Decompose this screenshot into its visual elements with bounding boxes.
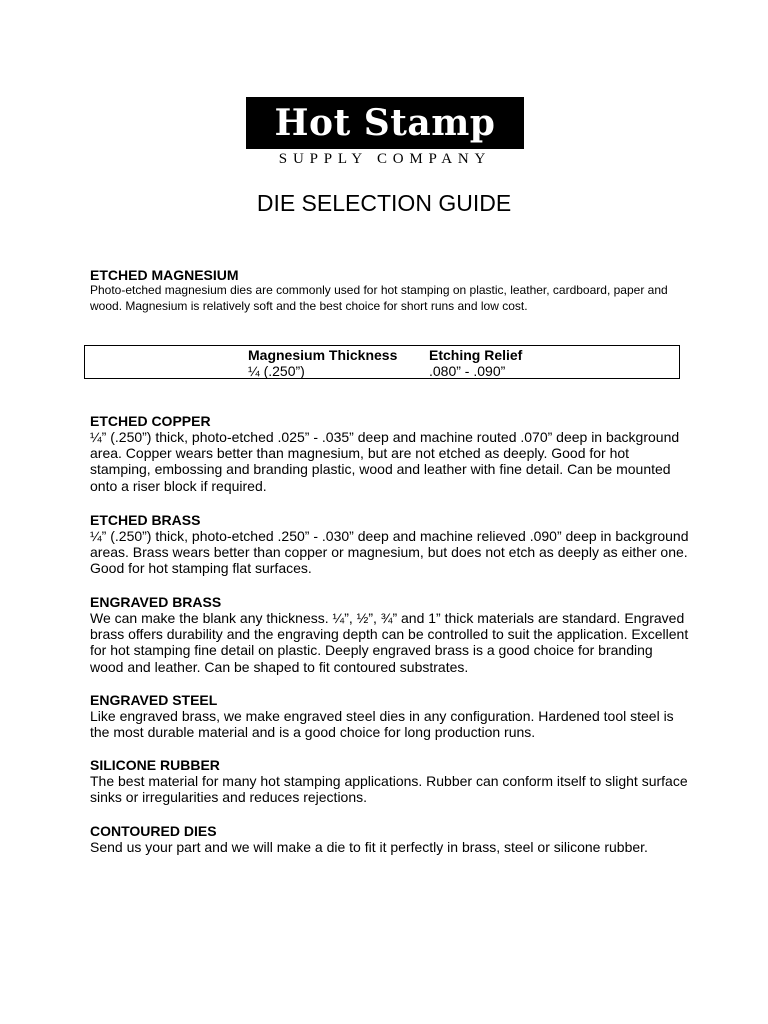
section-body: The best material for many hot stamping applications. Rubber can conform itself to slight surface sinks or irregularities and reduces rejections. [90, 773, 688, 806]
spec-value-thickness: ¼ (.250”) [248, 363, 305, 379]
company-logo [246, 97, 524, 168]
spec-header-relief: Etching Relief [429, 347, 523, 363]
magnesium-spec-table [84, 345, 680, 379]
section-body: ¼” (.250”) thick, photo-etched .025” - .035” deep and machine routed .070” deep in background area. Copper wears better than magnesium, but are not etched as deeply. Good for hot stamping, embossing and branding plastic, wood and leather with fine detail. Can be mounted onto a riser block if required. [90, 429, 680, 494]
section-body: We can make the blank any thickness. ¼”, ½”, ¾” and 1” thick materials are standard. Engraved brass offers durability and the engraving depth can be controlled to suit the application. Excellent for hot stamping fine detail on plastic. Deeply engraved brass is a good choice for branding wood and leather. Can be shaped to fit contoured substrates. [90, 610, 689, 675]
section-contoured-dies [90, 823, 690, 855]
section-engraved-steel [90, 692, 690, 740]
section-body: Photo-etched magnesium dies are commonly used for hot stamping on plastic, leather, cardboard, paper and wood. Magnesium is relatively soft and the best choice for short runs and low cost. [90, 283, 668, 313]
section-heading: ETCHED COPPER [90, 413, 211, 429]
section-heading: ENGRAVED BRASS [90, 594, 222, 610]
logo-sub-text: SUPPLY COMPANY [278, 151, 492, 167]
section-heading: ETCHED BRASS [90, 512, 201, 528]
spec-header-thickness: Magnesium Thickness [248, 347, 398, 363]
section-silicone-rubber [90, 757, 690, 805]
spec-column-relief [429, 347, 522, 379]
section-heading: ENGRAVED STEEL [90, 692, 218, 708]
section-etched-magnesium [90, 267, 690, 314]
document-title: DIE SELECTION GUIDE [256, 190, 512, 216]
section-etched-brass [90, 512, 690, 577]
section-body: Like engraved brass, we make engraved steel dies in any configuration. Hardened tool steel is the most durable material and is a good choice for long production runs. [90, 708, 674, 741]
logo-main-text: Hot Stamp [274, 102, 496, 144]
spec-column-thickness [248, 347, 397, 379]
section-heading: SILICONE RUBBER [90, 757, 220, 773]
spec-value-relief: .080” - .090” [429, 363, 506, 379]
logo-box [246, 97, 524, 149]
section-heading: ETCHED MAGNESIUM [90, 267, 239, 283]
section-engraved-brass [90, 594, 690, 675]
section-heading: CONTOURED DIES [90, 823, 217, 839]
section-body: Send us your part and we will make a die to fit it perfectly in brass, steel or silicone rubber. [90, 839, 648, 855]
section-etched-copper [90, 413, 690, 494]
section-body: ¼” (.250”) thick, photo-etched .250” - .030” deep and machine relieved .090” deep in background areas. Brass wears better than copper or magnesium, but does not etch as deeply as either one. Good for hot stamping flat surfaces. [90, 528, 689, 577]
